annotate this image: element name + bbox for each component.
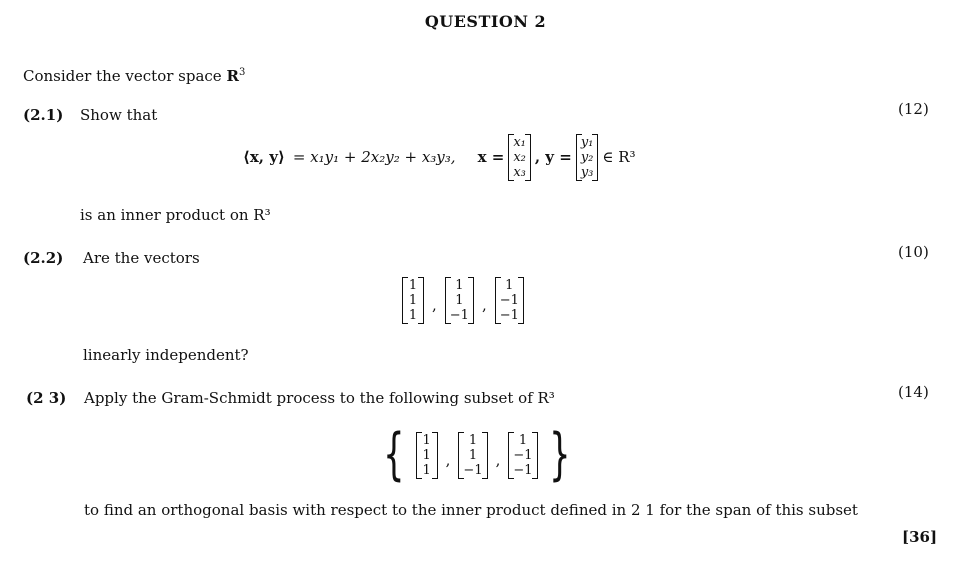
intro-space-exponent: 3 xyxy=(238,67,246,78)
q2-v3-entry-3: −1 xyxy=(499,307,519,323)
q2-footer: linearly independent? xyxy=(83,346,249,364)
q2-v3-entry-2: −1 xyxy=(499,292,519,308)
q1-prompt: Show that xyxy=(80,106,158,124)
x-entry-1: x₁ xyxy=(513,134,526,150)
q3-prompt: Apply the Gram-Schmidt process to the following subset of R³ xyxy=(84,389,555,407)
q3-vector-3 xyxy=(508,432,537,479)
q3-v1-entry-1: 1 xyxy=(422,432,431,448)
q1-marks: (12) xyxy=(898,100,929,118)
q3-vector-2 xyxy=(458,432,487,479)
q3-vector-set: { 1 1 1 , 1 1 −1 , 1 −1 −1 } xyxy=(383,422,571,487)
q2-vector-2 xyxy=(445,277,474,324)
q2-vectors: 1 1 1 , 1 1 −1 , 1 −1 −1 xyxy=(398,266,528,334)
x-entry-3: x₃ xyxy=(513,164,526,180)
q3-v2-entry-1: 1 xyxy=(468,432,478,448)
q3-number: (2 3) xyxy=(26,389,67,407)
y-entry-1: y₁ xyxy=(580,134,594,150)
q3-vector-1 xyxy=(416,432,438,479)
q3-marks: (14) xyxy=(898,383,929,401)
x-entry-2: x₂ xyxy=(513,149,526,165)
q1-number: (2.1) xyxy=(23,106,64,124)
membership-symbol: ∈ R³ xyxy=(602,148,636,166)
intro-space-symbol: R xyxy=(226,67,239,85)
q2-v2-entry-2: 1 xyxy=(455,292,464,308)
x-vector-matrix xyxy=(508,134,531,181)
q1-inner-product-equation xyxy=(243,122,636,192)
q3-v3-entry-3: −1 xyxy=(513,462,533,478)
q2-vector-3 xyxy=(495,277,524,324)
q2-number: (2.2) xyxy=(23,249,64,267)
q3-v3-entry-1: 1 xyxy=(518,432,528,448)
q3-v1-entry-2: 1 xyxy=(422,447,431,463)
total-marks: [36] xyxy=(902,528,938,546)
q3-v3-entry-2: −1 xyxy=(513,447,533,463)
y-entry-2: y₂ xyxy=(580,149,594,165)
inner-product-lhs: ⟨x, y⟩ xyxy=(243,148,285,166)
q3-open-brace: { xyxy=(383,422,405,487)
q2-v2-entry-3: −1 xyxy=(449,307,469,323)
q1-footer: is an inner product on R³ xyxy=(80,206,271,224)
q3-close-brace: } xyxy=(548,422,571,487)
y-vector-matrix xyxy=(576,134,599,181)
inner-product-rhs: = x₁y₁ + 2x₂y₂ + x₃y₃, xyxy=(292,148,456,166)
x-vector-label: x = xyxy=(477,148,505,166)
q2-v1-entry-1: 1 xyxy=(408,277,418,293)
q2-v2-entry-1: 1 xyxy=(455,277,464,293)
q2-v1-entry-3: 1 xyxy=(408,307,418,323)
y-vector-label: , y = xyxy=(534,148,572,166)
question-title: QUESTION 2 xyxy=(424,12,547,31)
q2-prompt: Are the vectors xyxy=(83,249,200,267)
q2-v1-entry-2: 1 xyxy=(408,292,418,308)
q2-marks: (10) xyxy=(898,243,929,261)
q2-v3-entry-1: 1 xyxy=(505,277,514,293)
intro-text xyxy=(23,64,245,85)
intro-sentence: Consider the vector space xyxy=(23,67,222,85)
q2-vector-1 xyxy=(402,277,424,324)
q3-footer: to find an orthogonal basis with respect to the inner product defined in 2 1 for the span of this subset xyxy=(84,501,858,519)
q3-v1-entry-3: 1 xyxy=(422,462,431,478)
q3-v2-entry-2: 1 xyxy=(468,447,478,463)
y-entry-3: y₃ xyxy=(580,164,594,180)
q3-v2-entry-3: −1 xyxy=(463,462,483,478)
